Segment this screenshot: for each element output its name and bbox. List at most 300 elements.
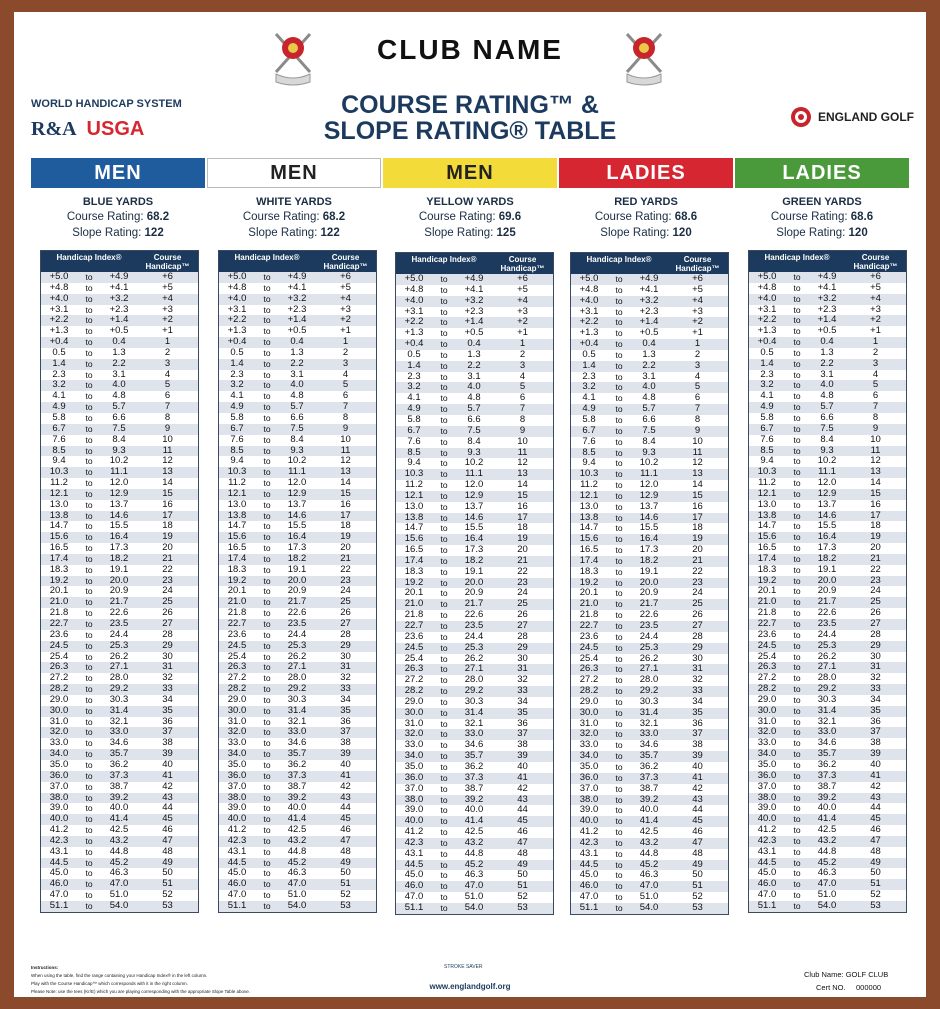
course-handicap: 9 bbox=[872, 422, 879, 434]
table-row bbox=[571, 643, 728, 654]
course-handicap: 36 bbox=[162, 715, 173, 727]
index-to: 43.2 bbox=[464, 836, 484, 848]
index-to: 31.4 bbox=[464, 706, 484, 718]
index-from: 34.0 bbox=[49, 748, 69, 760]
to-label: to bbox=[440, 349, 448, 360]
index-to: 35.7 bbox=[109, 748, 129, 760]
table-row bbox=[571, 437, 728, 448]
index-from: 8.5 bbox=[52, 444, 66, 456]
to-label: to bbox=[615, 414, 623, 425]
to-label: to bbox=[440, 805, 448, 816]
to-label: to bbox=[440, 414, 448, 425]
course-handicap: 24 bbox=[162, 585, 173, 597]
course-handicap: +1 bbox=[162, 325, 173, 337]
to-label: to bbox=[440, 816, 448, 827]
index-from: 4.1 bbox=[230, 390, 244, 402]
index-to: 30.3 bbox=[464, 695, 484, 707]
to-label: to bbox=[440, 642, 448, 653]
to-label: to bbox=[85, 586, 93, 597]
index-to: 33.0 bbox=[817, 726, 837, 738]
index-from: 13.8 bbox=[227, 509, 247, 521]
to-label: to bbox=[85, 846, 93, 857]
course-handicap: 21 bbox=[162, 552, 173, 564]
course-handicap: 15 bbox=[162, 487, 173, 499]
to-label: to bbox=[440, 393, 448, 404]
course-handicap: 15 bbox=[870, 487, 881, 499]
to-label: to bbox=[263, 662, 271, 673]
index-to: 28.0 bbox=[464, 674, 484, 686]
index-to: 43.2 bbox=[639, 836, 659, 848]
index-to: 10.2 bbox=[109, 455, 129, 467]
course-handicap: 22 bbox=[340, 563, 351, 575]
table-header bbox=[219, 251, 376, 272]
index-from: 10.3 bbox=[49, 466, 69, 478]
index-to: 30.3 bbox=[287, 693, 307, 705]
course-handicap: 14 bbox=[162, 477, 173, 489]
to-label: to bbox=[85, 662, 93, 673]
index-to: 47.0 bbox=[109, 878, 129, 890]
slope-rating: Slope Rating: 122 bbox=[248, 227, 340, 239]
to-label: to bbox=[615, 892, 623, 903]
footer-url[interactable]: www.englandgolf.org bbox=[429, 982, 511, 991]
index-from: 31.0 bbox=[227, 715, 247, 727]
course-handicap: 24 bbox=[517, 587, 528, 599]
table-row bbox=[749, 294, 906, 305]
course-handicap: 44 bbox=[870, 802, 881, 814]
to-label: to bbox=[263, 272, 271, 282]
course-handicap: 12 bbox=[692, 457, 703, 469]
index-to: +0.5 bbox=[464, 327, 484, 339]
course-handicap: +5 bbox=[162, 281, 173, 293]
index-to: 39.2 bbox=[817, 791, 837, 803]
to-label: to bbox=[263, 358, 271, 369]
course-handicap: 48 bbox=[162, 845, 173, 857]
index-from: 31.0 bbox=[757, 715, 777, 727]
to-label: to bbox=[793, 640, 801, 651]
index-to: 46.3 bbox=[109, 867, 129, 879]
index-to: 6.6 bbox=[467, 413, 481, 425]
to-label: to bbox=[440, 284, 448, 295]
index-from: 45.0 bbox=[579, 869, 599, 881]
to-label: to bbox=[615, 382, 623, 393]
index-from: +2.2 bbox=[49, 314, 69, 326]
index-to: 47.0 bbox=[639, 880, 659, 892]
to-label: to bbox=[85, 597, 93, 608]
course-handicap: 34 bbox=[517, 695, 528, 707]
to-label: to bbox=[263, 337, 271, 348]
index-to: 46.3 bbox=[287, 867, 307, 879]
course-handicap: 26 bbox=[162, 607, 173, 619]
index-from: 35.0 bbox=[757, 758, 777, 770]
course-handicap: 3 bbox=[872, 357, 879, 369]
index-from: 20.1 bbox=[49, 585, 69, 597]
to-label: to bbox=[793, 684, 801, 695]
course-handicap: 19 bbox=[340, 531, 351, 543]
index-to: 17.3 bbox=[817, 542, 837, 554]
course-handicap: 23 bbox=[692, 576, 703, 588]
index-to: 27.1 bbox=[817, 661, 837, 673]
index-from: 41.2 bbox=[49, 824, 69, 836]
course-handicap: +4 bbox=[870, 292, 881, 304]
course-handicap: 7 bbox=[342, 401, 349, 413]
to-label: to bbox=[440, 848, 448, 859]
course-handicap: 24 bbox=[692, 587, 703, 599]
index-to: 1.3 bbox=[112, 346, 126, 358]
course-handicap: 51 bbox=[517, 880, 528, 892]
course-handicap: 19 bbox=[870, 531, 881, 543]
to-label: to bbox=[793, 532, 801, 543]
index-to: 19.1 bbox=[109, 563, 129, 575]
course-handicap: 9 bbox=[519, 424, 526, 436]
course-handicap: 39 bbox=[162, 748, 173, 760]
index-to: 21.7 bbox=[639, 598, 659, 610]
instructions-line: When using the table, find the range containing your Handicap Index® in the left column. bbox=[31, 973, 208, 978]
index-from: 20.1 bbox=[404, 587, 424, 599]
table-row bbox=[41, 500, 198, 511]
index-to: 28.0 bbox=[639, 674, 659, 686]
course-handicap: 19 bbox=[162, 531, 173, 543]
index-from: 29.0 bbox=[757, 693, 777, 705]
index-to: 2.2 bbox=[112, 357, 126, 369]
index-to: 9.3 bbox=[642, 446, 656, 458]
to-label: to bbox=[263, 412, 271, 423]
course-handicap: 23 bbox=[870, 574, 881, 586]
course-handicap: 20 bbox=[340, 542, 351, 554]
table-row bbox=[41, 901, 198, 912]
to-label: to bbox=[263, 879, 271, 890]
index-from: 43.1 bbox=[757, 845, 777, 857]
to-label: to bbox=[615, 436, 623, 447]
handicap-table-yellow bbox=[395, 252, 554, 915]
to-label: to bbox=[793, 597, 801, 608]
to-label: to bbox=[263, 293, 271, 304]
course-handicap: +5 bbox=[517, 283, 528, 295]
index-from: 26.3 bbox=[404, 663, 424, 675]
table-row bbox=[749, 901, 906, 912]
to-label: to bbox=[793, 272, 801, 282]
index-from: +2.2 bbox=[579, 316, 599, 328]
index-to: +2.3 bbox=[109, 303, 129, 315]
course-handicap: 18 bbox=[340, 520, 351, 532]
index-from: 17.4 bbox=[49, 552, 69, 564]
to-label: to bbox=[440, 545, 448, 556]
course-handicap: 10 bbox=[692, 435, 703, 447]
course-handicap-header: Course Handicap™ bbox=[145, 253, 190, 271]
index-from: 20.1 bbox=[579, 587, 599, 599]
index-from: +1.3 bbox=[579, 327, 599, 339]
to-label: to bbox=[440, 783, 448, 794]
index-to: 32.1 bbox=[109, 715, 129, 727]
to-label: to bbox=[85, 315, 93, 326]
to-label: to bbox=[793, 347, 801, 358]
index-from: 14.7 bbox=[757, 520, 777, 532]
index-from: 11.2 bbox=[50, 477, 68, 489]
index-from: 13.8 bbox=[757, 509, 777, 521]
to-label: to bbox=[615, 642, 623, 653]
index-to: 29.2 bbox=[109, 683, 129, 695]
handicap-index-header: Handicap Index® bbox=[56, 253, 122, 262]
table-row bbox=[219, 901, 376, 912]
index-from: +2.2 bbox=[757, 314, 777, 326]
index-from: 3.2 bbox=[407, 381, 421, 393]
index-from: 23.6 bbox=[404, 630, 424, 642]
to-label: to bbox=[85, 369, 93, 380]
index-to: +1.4 bbox=[464, 316, 484, 328]
index-from: +5.0 bbox=[227, 271, 247, 282]
index-from: 34.0 bbox=[227, 748, 247, 760]
index-from: +1.3 bbox=[404, 327, 424, 339]
course-handicap: 20 bbox=[870, 542, 881, 554]
index-from: 33.0 bbox=[404, 739, 424, 751]
course-handicap: 30 bbox=[162, 650, 173, 662]
index-from: 4.1 bbox=[407, 392, 421, 404]
index-from: 23.6 bbox=[227, 628, 247, 640]
course-handicap: 26 bbox=[692, 609, 703, 621]
index-from: 26.3 bbox=[757, 661, 777, 673]
index-to: 6.6 bbox=[290, 411, 304, 423]
course-handicap-header: Course Handicap™ bbox=[675, 255, 720, 273]
to-label: to bbox=[615, 404, 623, 415]
to-label: to bbox=[440, 675, 448, 686]
to-label: to bbox=[85, 770, 93, 781]
course-handicap: 6 bbox=[164, 390, 171, 402]
table-row bbox=[749, 847, 906, 858]
index-from: 8.5 bbox=[230, 444, 244, 456]
to-label: to bbox=[793, 402, 801, 413]
to-label: to bbox=[793, 629, 801, 640]
index-from: 46.0 bbox=[49, 878, 69, 890]
index-from: 2.3 bbox=[52, 368, 66, 380]
to-label: to bbox=[440, 534, 448, 545]
course-handicap: 38 bbox=[340, 737, 351, 749]
course-handicap: 4 bbox=[519, 370, 526, 382]
course-handicap: 10 bbox=[340, 433, 351, 445]
to-label: to bbox=[793, 900, 801, 911]
course-handicap: 13 bbox=[692, 468, 703, 480]
index-to: 36.2 bbox=[639, 760, 659, 772]
index-to: 54.0 bbox=[109, 899, 129, 911]
index-from: 35.0 bbox=[49, 758, 69, 770]
index-from: 2.3 bbox=[582, 370, 596, 382]
table-row bbox=[219, 641, 376, 652]
index-from: 36.0 bbox=[757, 769, 777, 781]
index-from: 45.0 bbox=[757, 867, 777, 879]
index-to: 25.3 bbox=[639, 641, 659, 653]
table-row bbox=[571, 708, 728, 719]
course-handicap: 17 bbox=[162, 509, 173, 521]
course-handicap: 52 bbox=[340, 889, 351, 901]
index-to: 44.8 bbox=[817, 845, 837, 857]
to-label: to bbox=[85, 337, 93, 348]
index-from: 42.3 bbox=[227, 834, 247, 846]
to-label: to bbox=[263, 890, 271, 901]
index-to: 26.2 bbox=[287, 650, 307, 662]
index-from: 34.0 bbox=[579, 750, 599, 762]
course-handicap: 38 bbox=[517, 739, 528, 751]
instructions bbox=[31, 964, 351, 996]
index-from: 7.6 bbox=[407, 435, 421, 447]
to-label: to bbox=[793, 499, 801, 510]
to-label: to bbox=[615, 566, 623, 577]
index-from: 40.0 bbox=[227, 813, 247, 825]
index-to: 15.5 bbox=[639, 522, 659, 534]
course-handicap: 35 bbox=[340, 704, 351, 716]
index-from: +3.1 bbox=[579, 305, 599, 317]
to-label: to bbox=[263, 315, 271, 326]
course-handicap: 33 bbox=[162, 683, 173, 695]
to-label: to bbox=[615, 490, 623, 501]
index-to: 31.4 bbox=[109, 704, 129, 716]
index-to: 4.8 bbox=[642, 392, 656, 404]
index-to: 22.6 bbox=[464, 609, 484, 621]
index-from: 15.6 bbox=[579, 533, 599, 545]
table-row bbox=[41, 359, 198, 370]
index-to: 35.7 bbox=[464, 750, 484, 762]
index-from: +5.0 bbox=[404, 273, 424, 284]
course-handicap: 34 bbox=[340, 693, 351, 705]
table-row bbox=[396, 849, 553, 860]
index-from: 47.0 bbox=[49, 889, 69, 901]
course-handicap: 42 bbox=[517, 782, 528, 794]
index-from: +4.0 bbox=[49, 292, 69, 304]
to-label: to bbox=[615, 751, 623, 762]
course-handicap: 27 bbox=[162, 618, 173, 629]
course-handicap: 9 bbox=[164, 422, 171, 434]
index-to: 41.4 bbox=[817, 813, 837, 825]
index-from: 44.5 bbox=[227, 856, 247, 868]
index-to: 42.5 bbox=[817, 824, 837, 836]
to-label: to bbox=[263, 705, 271, 716]
index-from: 27.2 bbox=[227, 672, 247, 684]
index-to: 51.0 bbox=[817, 889, 837, 901]
to-label: to bbox=[793, 727, 801, 738]
index-to: 0.4 bbox=[467, 338, 481, 350]
to-label: to bbox=[85, 521, 93, 532]
to-label: to bbox=[440, 718, 448, 729]
index-from: 23.6 bbox=[579, 630, 599, 642]
index-to: 5.7 bbox=[820, 401, 834, 413]
index-from: 1.4 bbox=[52, 357, 66, 369]
course-handicap: +6 bbox=[340, 271, 351, 282]
index-from: 34.0 bbox=[404, 750, 424, 762]
to-label: to bbox=[440, 881, 448, 892]
course-handicap: 52 bbox=[517, 891, 528, 903]
index-from: 5.8 bbox=[760, 411, 774, 423]
course-handicap: 27 bbox=[870, 618, 881, 629]
to-label: to bbox=[793, 694, 801, 705]
to-label: to bbox=[615, 816, 623, 827]
index-from: 9.4 bbox=[230, 455, 244, 467]
to-label: to bbox=[85, 358, 93, 369]
index-from: 0.5 bbox=[407, 348, 421, 360]
index-to: 14.6 bbox=[109, 509, 129, 521]
index-from: 9.4 bbox=[52, 455, 66, 467]
index-from: 13.0 bbox=[579, 500, 599, 512]
index-to: 20.0 bbox=[109, 574, 129, 586]
course-handicap: 39 bbox=[517, 750, 528, 762]
index-to: 4.0 bbox=[642, 381, 656, 393]
index-from: 16.5 bbox=[404, 544, 424, 556]
to-label: to bbox=[615, 686, 623, 697]
course-handicap: +5 bbox=[870, 281, 881, 293]
course-handicap: 45 bbox=[517, 815, 528, 827]
index-to: 24.4 bbox=[287, 628, 307, 640]
to-label: to bbox=[793, 835, 801, 846]
to-label: to bbox=[263, 835, 271, 846]
course-handicap: 43 bbox=[692, 793, 703, 805]
index-to: +4.1 bbox=[817, 281, 837, 293]
course-handicap: 4 bbox=[342, 368, 349, 380]
index-from: 42.3 bbox=[49, 834, 69, 846]
index-to: 46.3 bbox=[817, 867, 837, 879]
index-to: 11.1 bbox=[288, 466, 306, 478]
index-to: 44.8 bbox=[287, 845, 307, 857]
index-from: +3.1 bbox=[49, 303, 69, 315]
course-handicap: +4 bbox=[162, 292, 173, 304]
cert-line: Cert NO. 000000 bbox=[816, 983, 882, 992]
to-label: to bbox=[440, 664, 448, 675]
index-from: 23.6 bbox=[49, 628, 69, 640]
table-header bbox=[749, 251, 906, 272]
course-handicap: 41 bbox=[870, 769, 881, 781]
to-label: to bbox=[615, 881, 623, 892]
tee-header-yellow bbox=[384, 195, 556, 241]
index-from: 5.8 bbox=[407, 413, 421, 425]
index-to: 7.5 bbox=[467, 424, 481, 436]
index-to: 42.5 bbox=[287, 824, 307, 836]
course-rating: Course Rating: 68.2 bbox=[242, 211, 346, 223]
to-label: to bbox=[85, 792, 93, 803]
index-to: 34.6 bbox=[639, 739, 659, 751]
index-from: 21.0 bbox=[404, 598, 424, 610]
index-to: 54.0 bbox=[287, 899, 307, 911]
to-label: to bbox=[615, 545, 623, 556]
course-handicap: 21 bbox=[517, 554, 528, 566]
index-to: 26.2 bbox=[817, 650, 837, 662]
index-to: 42.5 bbox=[639, 826, 659, 838]
course-handicap: 17 bbox=[340, 509, 351, 521]
to-label: to bbox=[263, 488, 271, 499]
index-from: 40.0 bbox=[404, 815, 424, 827]
course-handicap: 46 bbox=[162, 824, 173, 836]
to-label: to bbox=[793, 662, 801, 673]
index-to: 1.3 bbox=[467, 348, 481, 360]
index-to: 45.2 bbox=[817, 856, 837, 868]
course-handicap: 50 bbox=[517, 869, 528, 881]
course-handicap: 45 bbox=[340, 813, 351, 825]
index-from: 14.7 bbox=[227, 520, 247, 532]
table-body bbox=[749, 272, 906, 912]
course-handicap: 24 bbox=[870, 585, 881, 597]
to-label: to bbox=[263, 759, 271, 770]
to-label: to bbox=[85, 857, 93, 868]
index-from: 40.0 bbox=[757, 813, 777, 825]
index-to: +4.9 bbox=[639, 273, 659, 284]
to-label: to bbox=[440, 328, 448, 339]
course-handicap: 2 bbox=[519, 348, 526, 360]
index-to: 10.2 bbox=[817, 455, 837, 467]
index-from: 16.5 bbox=[227, 542, 247, 554]
index-from: 12.1 bbox=[579, 489, 599, 501]
index-to: 25.3 bbox=[464, 641, 484, 653]
to-label: to bbox=[85, 684, 93, 695]
to-label: to bbox=[85, 900, 93, 911]
course-handicap: 40 bbox=[870, 758, 881, 770]
index-from: 47.0 bbox=[579, 891, 599, 903]
course-handicap: +2 bbox=[340, 314, 351, 326]
index-from: +5.0 bbox=[579, 273, 599, 284]
index-from: 35.0 bbox=[227, 758, 247, 770]
